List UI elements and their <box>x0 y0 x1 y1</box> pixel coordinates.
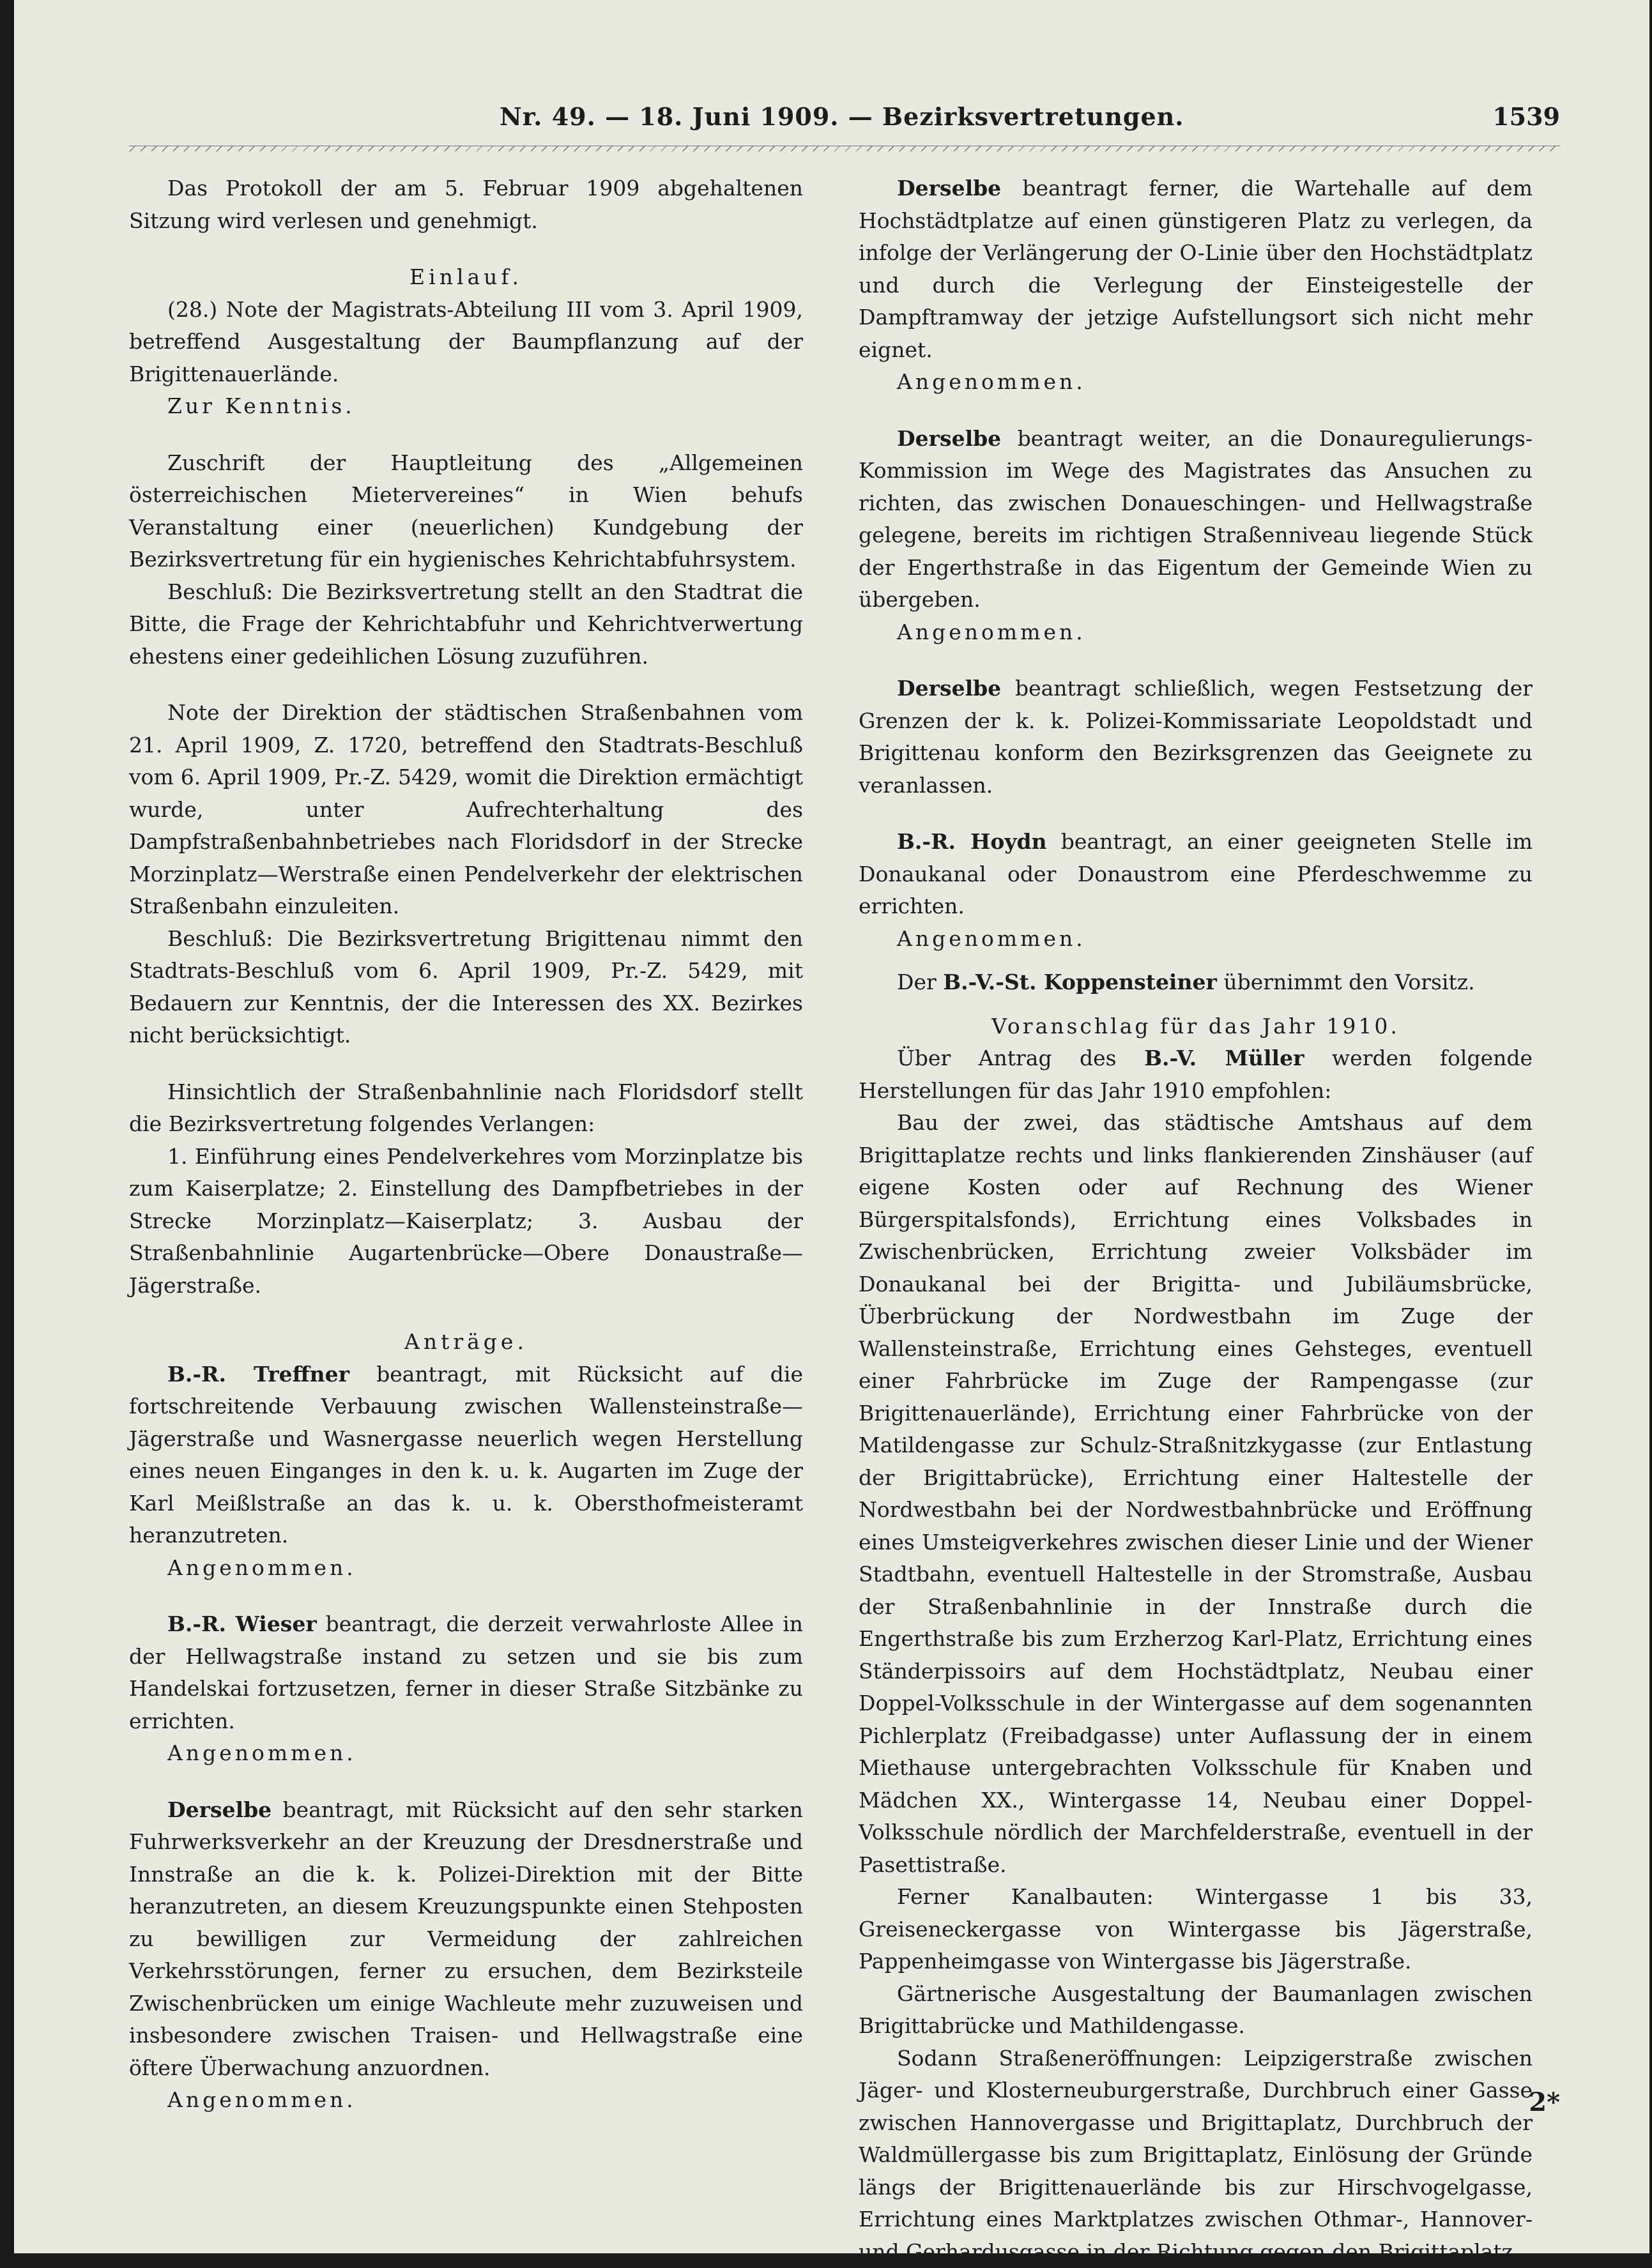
name-mueller: B.-V. Müller <box>1144 1046 1304 1070</box>
decision-kenntnis: Zur Kenntnis. <box>129 390 803 423</box>
header-title: Nr. 49. — 18. Juni 1909. — Bezirksvertretungen. <box>500 102 1184 131</box>
paragraph-mueller: Über Antrag des B.-V. Müller werden folgende Herstellungen für das Jahr 1910 empfohlen: <box>859 1042 1533 1107</box>
paragraph-derselbe-2: Derselbe beantragt ferner, die Wartehalle auf dem Hochstädtplatze auf einen günstigeren Platz zu verlegen, da infolge der Verlängerung der O-Linie über den Hochstädtplatz und durch die Verlegung der Einsteigestelle der Dampftramway der jetzige Aufstellungsort sich nicht mehr eignet. <box>859 172 1533 366</box>
paragraph-kanalbauten: Ferner Kanalbauten: Wintergasse 1 bis 33, Greiseneckergasse von Wintergasse bis Jägerstraße, Pappenheimgasse von Wintergasse bis Jägerstraße. <box>859 1881 1533 1978</box>
name-koppensteiner: B.-V.-St. Koppensteiner <box>943 970 1217 994</box>
name-derselbe: Derselbe <box>167 1797 272 1822</box>
paragraph-beschluss-2: Beschluß: Die Bezirksvertretung Brigittenau nimmt den Stadtrats-Beschluß vom 6. April 1909, Pr.-Z. 5429, mit Bedauern zur Kenntnis, der die Interessen des XX. Bezirkes nicht berücksichtigt. <box>129 923 803 1052</box>
right-column <box>859 172 1533 2268</box>
angenommen: Angenommen. <box>859 616 1533 649</box>
paragraph-hinsichtlich: Hinsichtlich der Straßenbahnlinie nach Floridsdorf stellt die Bezirksvertretung folgendes Verlangen: <box>129 1076 803 1141</box>
page-number: 1539 <box>1492 102 1560 131</box>
left-column <box>129 172 803 2117</box>
paragraph-wieser: B.-R. Wieser beantragt, die derzeit verwahrloste Allee in der Hellwagstraße instand zu setzen und sie bis zum Handelskai fortzusetzen, ferner in dieser Straße Sitzbänke zu errichten. <box>129 1608 803 1737</box>
name-treffner: B.-R. Treffner <box>167 1362 349 1387</box>
paragraph-hoydn: B.-R. Hoydn beantragt, an einer geeigneten Stelle im Donaukanal oder Donaustrom eine Pferdeschwemme zu errichten. <box>859 826 1533 923</box>
angenommen: Angenommen. <box>129 1737 803 1770</box>
paragraph-punkte: 1. Einführung eines Pendelverkehres vom Morzinplatze bis zum Kaiserplatze; 2. Einstellung des Dampfbetriebes in der Strecke Morzinplatz—Kaiserplatz; 3. Ausbau der Straßenbahnlinie Augartenbrücke—Obere Donaustraße—Jägerstraße. <box>129 1141 803 1302</box>
running-header <box>129 102 1560 141</box>
heading-antraege: Anträge. <box>129 1326 803 1359</box>
paragraph-gaertnerisch: Gärtnerische Ausgestaltung der Baumanlagen zwischen Brigittabrücke und Mathildengasse. <box>859 1978 1533 2043</box>
paragraph-derselbe-1: Derselbe beantragt, mit Rücksicht auf den sehr starken Fuhrwerksverkehr an der Kreuzung der Dresdnerstraße und Innstraße an die k. k. Polizei-Direktion mit der Bitte heranzutreten, an diesem Kreuzungspunkte einen Stehposten zu bewilligen zur Vermeidung der zahlreichen Verkehrsstörungen, ferner zu ersuchen, dem Bezirksteile Zwischenbrücken um einige Wachleute mehr zuzuweisen und insbesondere zwischen Traisen- und Hellwagstraße eine öftere Überwachung anzuordnen. <box>129 1794 803 2085</box>
paragraph-derselbe-3: Derselbe beantragt weiter, an die Donauregulierungs-Kommission im Wege des Magistrates das Ansuchen zu richten, das zwischen Donaueschingen- und Hellwagstraße gelegene, bereits im richtigen Straßenniveau liegende Stück der Engerthstraße in das Eigentum der Gemeinde Wien zu übergeben. <box>859 423 1533 616</box>
paragraph-bau: Bau der zwei, das städtische Amtshaus auf dem Brigittaplatze rechts und links flankierenden Zinshäuser (auf eigene Kosten oder auf Rechnung des Wiener Bürgerspitalsfonds), Errichtung eines Volksbades in Zwischenbrücken, Errichtung zweier Volksbäder im Donaukanal bei der Brigitta- und Jubiläumsbrücke, Überbrückung der Nordwestbahn im Zuge der Wallensteinstraße, Errichtung eines Gehsteges, eventuell einer Fahrbrücke im Zuge der Rampengasse (zur Brigittenauerlände), Errichtung einer Fahrbrücke von der Matildengasse zur Schulz-Straßnitzkygasse (zur Entlastung der Brigittabrücke), Errichtung einer Haltestelle der Nordwestbahn bei der Nordwestbahnbrücke und Eröffnung eines Umsteigverkehres zwischen dieser Linie und der Wiener Stadtbahn, eventuell Haltestelle in der Stromstraße, Ausbau der Straßenbahnlinie in der Innstraße durch die Engerthstraße bis zum Erzherzog Karl-Platz, Errichtung eines Ständerpissoirs auf dem Hochstädtplatz, Neubau einer Doppel-Volksschule in der Wintergasse auf dem sogenannten Pichlerplatz (Freibadgasse) unter Auflassung der in einem Miethause untergebrachten Volksschule für Knaben und Mädchen XX., Wintergasse 14, Neubau einer Doppel-Volksschule nördlich der Marchfelderstraße, eventuell in der Pasettistraße. <box>859 1107 1533 1881</box>
signature-mark: 2* <box>1529 2087 1560 2117</box>
name-derselbe: Derselbe <box>897 426 1001 451</box>
angenommen: Angenommen. <box>129 1552 803 1585</box>
name-derselbe: Derselbe <box>897 676 1001 701</box>
paragraph-derselbe-4: Derselbe beantragt schließlich, wegen Festsetzung der Grenzen der k. k. Polizei-Kommissariate Leopoldstadt und Brigittenau konform den Bezirksgrenzen das Geeignete zu veranlassen. <box>859 673 1533 802</box>
angenommen: Angenommen. <box>129 2084 803 2117</box>
paragraph-strasseneroeffnungen: Sodann Straßeneröffnungen: Leipzigerstraße zwischen Jäger- und Klosterneuburgerstraße, Durchbruch einer Gasse zwischen Hannovergasse und Brigittaplatz, Durchbruch der Waldmüllergasse bis zum Brigittaplatz, Einlösung der Gründe längs der Brigittenauerlände bis zur Hirschvogelgasse, Errichtung eines Marktplatzes zwischen Othmar-, Hannover- und Gerhardusgasse in der Richtung gegen den Brigittaplatz. <box>859 2043 1533 2268</box>
name-derselbe: Derselbe <box>897 176 1001 201</box>
angenommen: Angenommen. <box>859 366 1533 399</box>
paragraph-treffner: B.-R. Treffner beantragt, mit Rücksicht auf die fortschreitende Verbauung zwischen Wallensteinstraße—Jägerstraße und Wasnergasse neuerlich wegen Herstellung eines neuen Einganges in den k. u. k. Augarten im Zuge der Karl Meißlstraße an das k. u. k. Obersthofmeisteramt heranzutreten. <box>129 1359 803 1552</box>
paragraph-note-28: (28.) Note der Magistrats-Abteilung III vom 3. April 1909, betreffend Ausgestaltung der Baumpflanzung auf der Brigittenauerlände. <box>129 294 803 391</box>
paragraph-protokoll: Das Protokoll der am 5. Februar 1909 abgehaltenen Sitzung wird verlesen und genehmigt. <box>129 172 803 237</box>
heading-einlauf: Einlauf. <box>129 261 803 294</box>
name-hoydn: B.-R. Hoydn <box>897 829 1047 854</box>
paragraph-zuschrift: Zuschrift der Hauptleitung des „Allgemeinen österreichischen Mietervereines“ in Wien behufs Veranstaltung einer (neuerlichen) Kundgebung der Bezirksvertretung für ein hygienisches Kehrichtabfuhrsystem. <box>129 447 803 576</box>
paragraph-beschluss-1: Beschluß: Die Bezirksvertretung stellt an den Stadtrat die Bitte, die Frage der Kehrichtabfuhr und Kehrichtverwertung ehestens einer gedeihlichen Lösung zuzuführen. <box>129 576 803 673</box>
heading-voranschlag: Voranschlag für das Jahr 1910. <box>859 1010 1533 1043</box>
paragraph-vorsitz: Der B.-V.-St. Koppensteiner übernimmt den Vorsitz. <box>859 966 1533 999</box>
document-page <box>14 0 1649 2253</box>
angenommen: Angenommen. <box>859 923 1533 955</box>
paragraph-note-direktion: Note der Direktion der städtischen Straßenbahnen vom 21. April 1909, Z. 1720, betreffend den Stadtrats-Beschluß vom 6. April 1909, Pr.-Z. 5429, womit die Direktion ermächtigt wurde, unter Aufrechterhaltung des Dampfstraßenbahnbetriebes nach Floridsdorf in der Strecke Morzinplatz—Werstraße einen Pendelverkehr der elektrischen Straßenbahn einzuleiten. <box>129 697 803 923</box>
name-wieser: B.-R. Wieser <box>167 1611 317 1636</box>
header-rule <box>129 146 1560 151</box>
